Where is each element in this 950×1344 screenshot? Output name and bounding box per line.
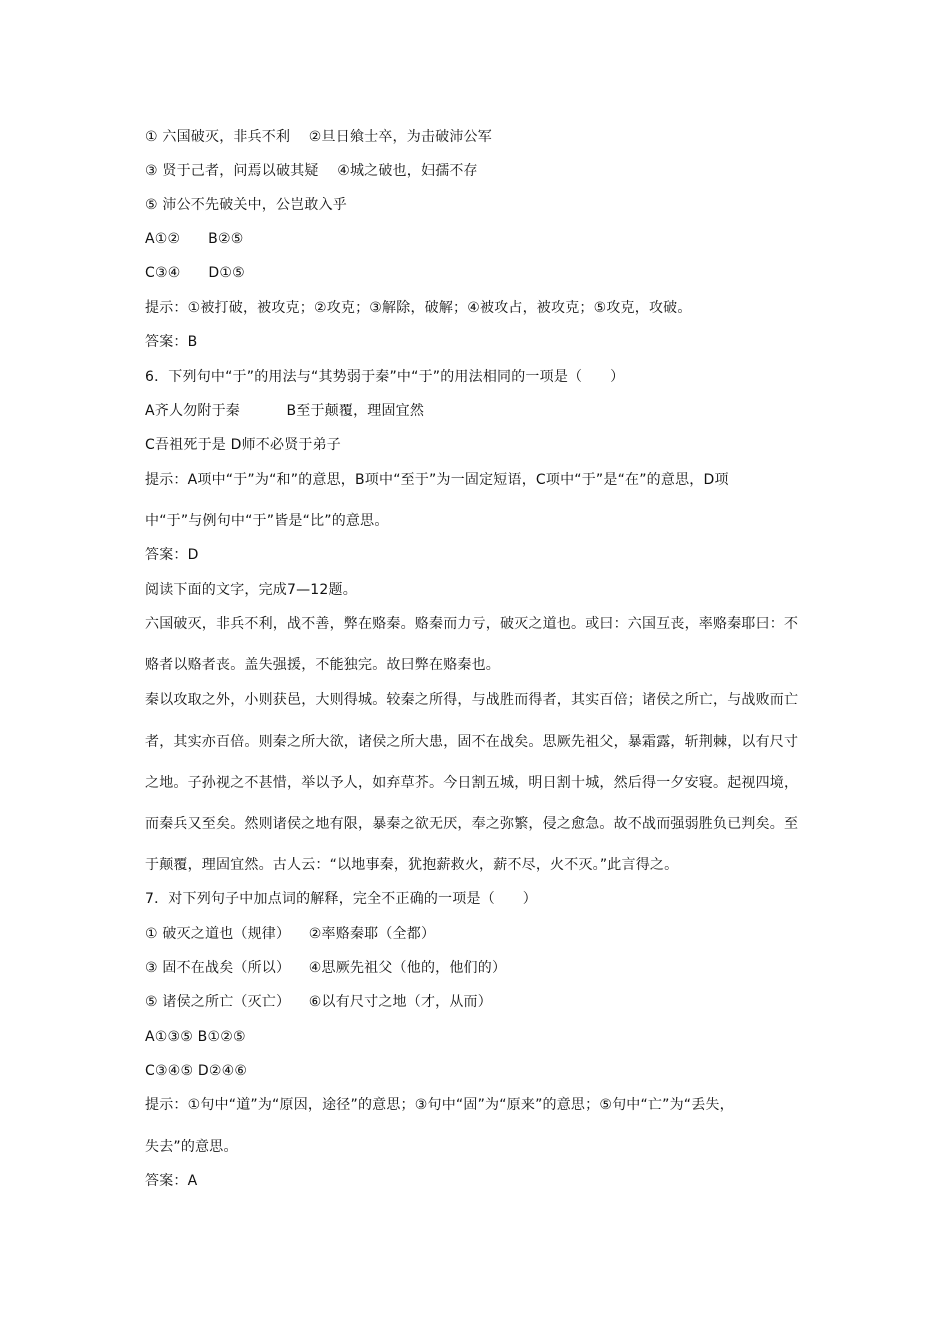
passage-line: 秦以攻取之外，小则获邑，大则得城。较秦之所得，与战胜而得者，其实百倍；诸侯之所亡，与战败而亡 bbox=[145, 692, 799, 708]
passage-line: 者，其实亦百倍。则秦之所大欲，诸侯之所大患，固不在战矣。思厥先祖父，暴霜露，斩荆棘，以有尺寸 bbox=[145, 734, 799, 750]
hint-line: 失去”的意思。 bbox=[145, 1139, 238, 1155]
hint-line: 提示：①被打破，被攻克；②攻克；③解除，破解；④被攻占，被攻克；⑤攻克，攻破。 bbox=[145, 300, 692, 316]
answer-line: 答案：B bbox=[145, 334, 198, 350]
question-options-line: ⑤ 诸侯之所亡（灭亡） ⑥以有尺寸之地（才，从而） bbox=[145, 994, 492, 1010]
question-options-line: ⑤ 沛公不先破关中，公岂敢入乎 bbox=[145, 197, 348, 213]
answer-choices-line: C吾祖死于是 D师不必贤于弟子 bbox=[145, 437, 342, 453]
hint-line: 提示：A项中“于”为“和”的意思，B项中“至于”为一固定短语，C项中“于”是“在”的意思，D项 bbox=[145, 472, 729, 488]
question-options-line: ③ 贤于己者，问焉以破其疑 ④城之破也，妇孺不存 bbox=[145, 163, 478, 179]
answer-line: 答案：A bbox=[145, 1173, 198, 1189]
passage-line: 于颠覆，理固宜然。古人云：“以地事秦，犹抱薪救火，薪不尽，火不灭。”此言得之。 bbox=[145, 857, 679, 873]
answer-choices-line: A齐人勿附于秦 B至于颠覆，理固宜然 bbox=[145, 403, 425, 419]
hint-line: 中“于”与例句中“于”皆是“比”的意思。 bbox=[145, 513, 389, 529]
answer-choices-line: C③④ D①⑤ bbox=[145, 265, 245, 281]
passage-line: 六国破灭，非兵不利，战不善，弊在赂秦。赂秦而力亏，破灭之道也。或曰：六国互丧，率赂秦耶曰：不 bbox=[145, 616, 799, 632]
question-stem: 7．对下列句子中加点词的解释，完全不正确的一项是（ ） bbox=[145, 891, 538, 907]
answer-line: 答案：D bbox=[145, 547, 199, 563]
passage-line: 而秦兵又至矣。然则诸侯之地有限，暴秦之欲无厌，奉之弥繁，侵之愈急。故不战而强弱胜负已判矣。至 bbox=[145, 816, 799, 832]
question-options-line: ③ 固不在战矣（所以） ④思厥先祖父（他的，他们的） bbox=[145, 960, 507, 976]
question-options-line: ① 破灭之道也（规律） ②率赂秦耶（全都） bbox=[145, 926, 436, 942]
passage-line: 之地。子孙视之不甚惜，举以予人，如弃草芥。今日割五城，明日割十城，然后得一夕安寝。起视四境， bbox=[145, 775, 799, 791]
question-stem: 6．下列句中“于”的用法与“其势弱于秦”中“于”的用法相同的一项是（ ） bbox=[145, 369, 625, 385]
answer-choices-line: A①③⑤ B①②⑤ bbox=[145, 1029, 246, 1045]
reading-instruction: 阅读下面的文字，完成7—12题。 bbox=[145, 582, 357, 598]
answer-choices-line: A①② B②⑤ bbox=[145, 231, 244, 247]
passage-line: 赂者以赂者丧。盖失强援，不能独完。故曰弊在赂秦也。 bbox=[145, 657, 500, 673]
answer-choices-line: C③④⑤ D②④⑥ bbox=[145, 1063, 248, 1079]
hint-line: 提示：①句中“道”为“原因，途径”的意思；③句中“固”为“原来”的意思；⑤句中“亡”为“丢失， bbox=[145, 1097, 734, 1113]
question-options-line: ① 六国破灭，非兵不利 ②旦日飨士卒，为击破沛公军 bbox=[145, 129, 492, 145]
